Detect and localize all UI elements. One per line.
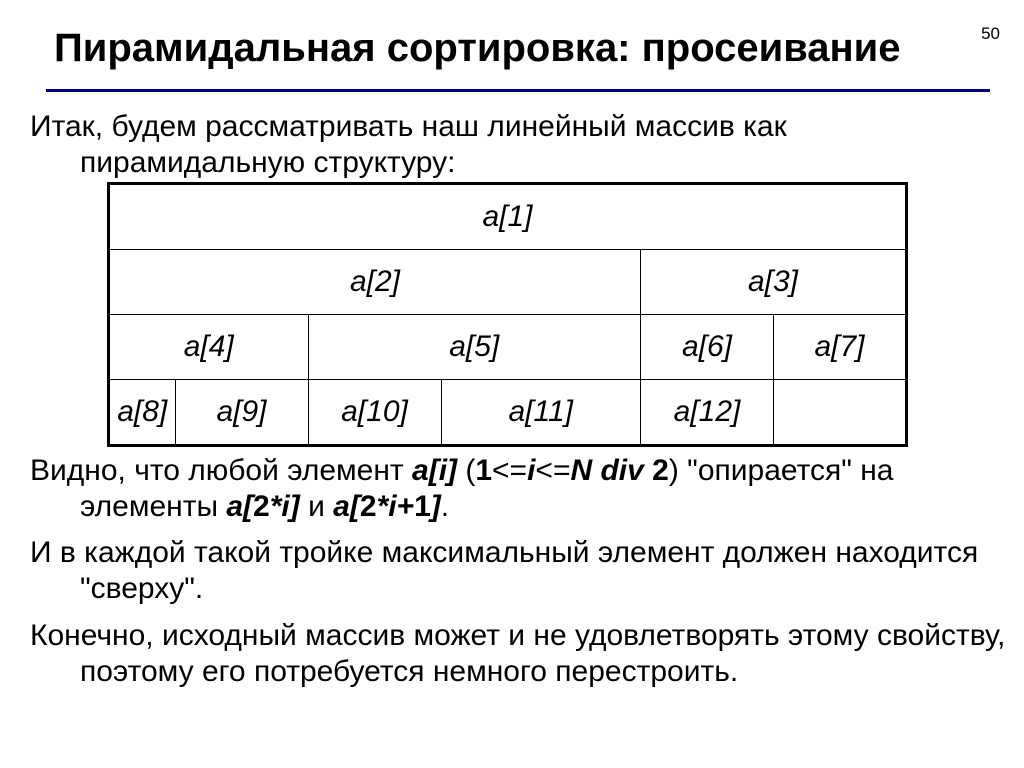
heap-cell-a9: a[9]: [175, 380, 308, 446]
p2-a2i1-open: a[: [333, 490, 360, 523]
p2-one: 1: [475, 454, 493, 487]
p2-dot: .: [440, 490, 450, 523]
heap-cell-a10: a[10]: [308, 380, 441, 446]
p2-a2i-open: a[: [226, 490, 254, 523]
heap-cell-a1: a[1]: [109, 184, 907, 250]
p2-a2i-two: 2: [253, 490, 270, 523]
p2-space: [644, 454, 652, 487]
observation-paragraph: [30, 453, 1010, 525]
p2-a2i1-close: ]: [430, 490, 441, 523]
heap-cell-a8: a[8]: [109, 380, 176, 446]
p2-n-div: N div: [570, 454, 644, 487]
heap-row-2: [109, 250, 907, 315]
heap-cell-a6: a[6]: [641, 315, 774, 380]
heap-cell-a7: a[7]: [774, 315, 907, 380]
heap-cell-a5: a[5]: [308, 315, 641, 380]
title-underline: [46, 89, 990, 92]
conclusion-paragraph: Конечно, исходный массив может и не удовлетворять этому свойству, поэтому его потребуется немного перестроить.: [30, 619, 1006, 688]
p2-le-1: <=: [492, 454, 528, 487]
p2-a2i1-mid: *i+: [376, 490, 415, 523]
heap-table: [107, 182, 908, 447]
p2-i: i: [527, 454, 536, 487]
heap-cell-a12: a[12]: [641, 380, 774, 446]
p2-a2i1-one: 1: [414, 490, 431, 523]
p2-a2i-rest: *i]: [269, 490, 300, 523]
heap-cell-a4: a[4]: [109, 315, 309, 380]
heap-row-4: [109, 380, 907, 446]
heap-cell-a3: a[3]: [641, 250, 907, 315]
intro-paragraph: Итак, будем рассматривать наш линейный массив как пирамидальную структуру:: [30, 110, 787, 179]
p2-two: 2: [652, 454, 669, 487]
p2-le-2: <=: [535, 454, 571, 487]
slide-number: 50: [981, 24, 1000, 43]
p2-text-1: Видно, что любой элемент: [30, 454, 413, 487]
slide-title: Пирамидальная сортировка: просеивание: [54, 26, 901, 70]
p2-a2i1-two: 2: [359, 490, 377, 523]
heap-cell-empty: [774, 380, 907, 446]
heap-row-3: [109, 315, 907, 380]
p2-a-i: a[i]: [412, 454, 458, 487]
heap-cell-a2: a[2]: [109, 250, 641, 315]
p2-text-2: (: [457, 454, 476, 487]
heap-cell-a11: a[11]: [441, 380, 641, 446]
triple-paragraph: И в каждой такой тройке максимальный элемент должен находится "сверху".: [30, 536, 979, 605]
p2-and: и: [299, 490, 334, 523]
heap-row-1: [109, 184, 907, 250]
p2-text-3: ) "опирается" на элементы: [80, 454, 894, 523]
